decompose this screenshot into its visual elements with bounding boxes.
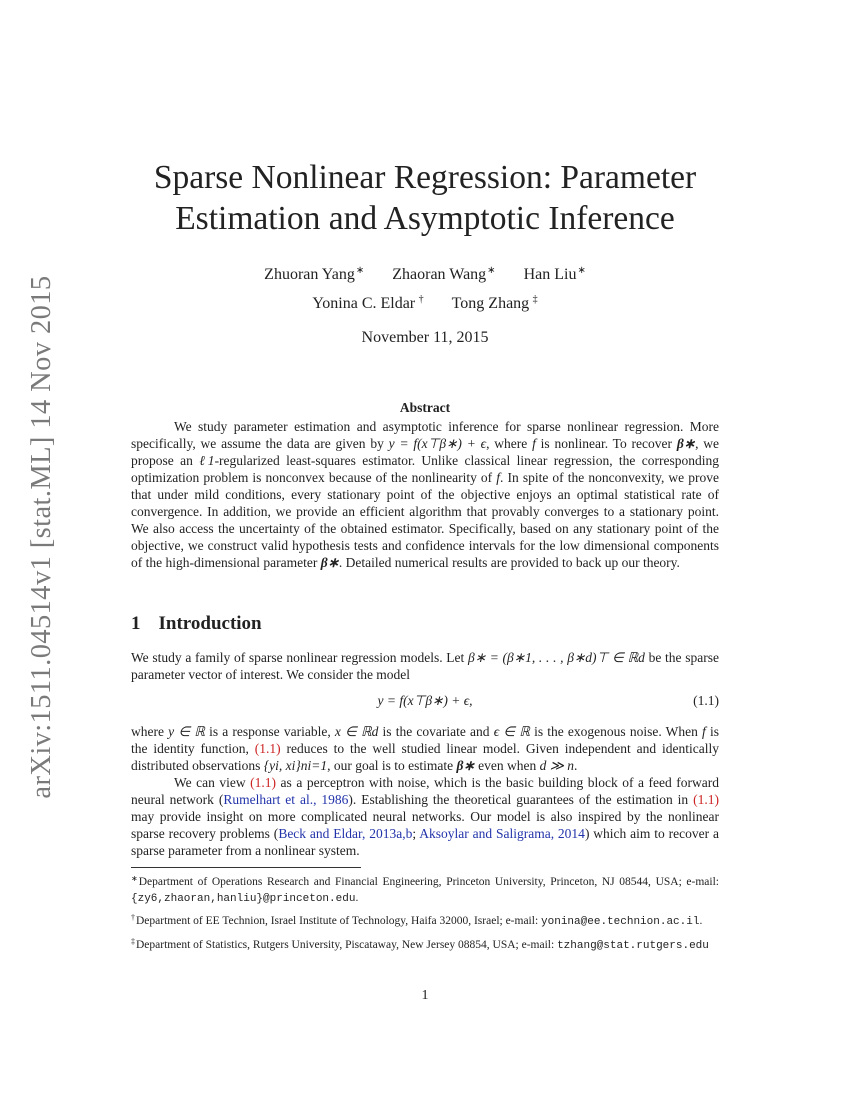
equation-ref-link[interactable]: (1.1) [250,775,277,790]
footnote: ‡Department of Statistics, Rutgers University, Piscataway, New Jersey 08854, USA; e-mail: tzhang@stat.rutgers.edu [131,936,709,952]
abstract-text: We study parameter estimation and asymptotic inference for sparse nonlinear regression. More specifically, we assume the data are given by y = f(x⊤β∗) + ϵ, where f is nonlinear. To recover β∗, we propose an ℓ1-regularized least-squares estimator. Unlike classical linear regression, the corresponding optimization problem is nonconvex because of the nonlinearity of f. In spite of the nonconvexity, we prove that under mild conditions, every stationary point of the objective enjoys an optimal statistical rate of convergence. In addition, we provide an efficient algorithm that provably converges to a stationary point. We also access the uncertainty of the obtained estimator. Specifically, based on any stationary point of the objective, we construct valid hypothesis tests and confidence intervals for the low dimensional components of the high-dimensional parameter β∗. Detailed numerical results are provided to back up our theory. [131,419,720,570]
email-link[interactable]: {zy6,zhaoran,hanliu}@princeton.edu [131,892,356,905]
author-row-2 [0,294,850,313]
abstract-heading: Abstract [399,400,451,415]
equation-ref-link[interactable]: (1.1) [693,792,719,807]
citation-link[interactable]: Aksoylar and Saligrama, 2014 [419,826,585,841]
intro-paragraph-1: We study a family of sparse nonlinear regression models. Let β∗ = (β∗1, . . . , β∗d)⊤ ∈ ℝd be the sparse parameter vector of interest. We consider the model [131,650,719,682]
intro-paragraph-3: We can view (1.1) as a perceptron with noise, which is the basic building block of a feed forward neural network (Rumelhart et al., 1986). Establishing the theoretical guarantees of the estimation in (1.1) may provide insight on more complicated neural networks. Our model is also inspired by the nonlinear sparse recovery problems (Beck and Eldar, 2013a,b; Aksoylar and Saligrama, 2014) which aim to recover a sparse parameter from a nonlinear system. [131,775,719,858]
title-line-1: Sparse Nonlinear Regression: Parameter [153,159,697,196]
title-line-2: Estimation and Asymptotic Inference [175,200,675,237]
author: Tong Zhang ‡ [451,294,538,312]
author-row-1 [0,265,850,284]
citation-link[interactable]: Rumelhart et al., 1986 [223,792,349,807]
author: Yonina C. Eldar † [312,294,424,312]
paper-title [0,157,850,239]
footnote: †Department of EE Technion, Israel Institute of Technology, Haifa 32000, Israel; e-mail: yonina@ee.technion.ac.il. [131,913,703,928]
page-number: 1 [421,988,429,1003]
author: Zhuoran Yang∗ [264,265,365,283]
email-link[interactable]: tzhang@stat.rutgers.edu [557,939,709,952]
author: Zhaoran Wang∗ [392,265,496,283]
footnotes [131,871,719,957]
footnote: ∗Department of Operations Research and Financial Engineering, Princeton University, Princeton, NJ 08544, USA; e-mail: {zy6,zhaoran,hanliu}@princeton.edu. [131,874,719,905]
equation-body: y = f(x⊤β∗) + ϵ, [377,693,473,708]
equation-tag: (1.1) [693,693,719,708]
intro-paragraph-2: where y ∈ ℝ is a response variable, x ∈ ℝd is the covariate and ϵ ∈ ℝ is the exogenous noise. When f is the identity function, (1.1) reduces to the well studied linear model. Given independent and identically distributed observations {yi, xi}ni=1, our goal is to estimate β∗ even when d ≫ n. [131,724,719,773]
equation-ref-link[interactable]: (1.1) [254,741,281,756]
email-link[interactable]: yonina@ee.technion.ac.il [541,916,700,928]
equation-1-1 [131,693,719,713]
section-heading-introduction: 1 Introduction [131,613,262,634]
footnote-rule [131,867,361,868]
author: Han Liu∗ [523,265,586,283]
citation-link[interactable]: Beck and Eldar, 2013a,b [278,826,413,841]
paper-date: November 11, 2015 [361,329,489,346]
arxiv-side-stamp: arXiv:1511.04514v1 [stat.ML] 14 Nov 2015 [26,275,57,799]
